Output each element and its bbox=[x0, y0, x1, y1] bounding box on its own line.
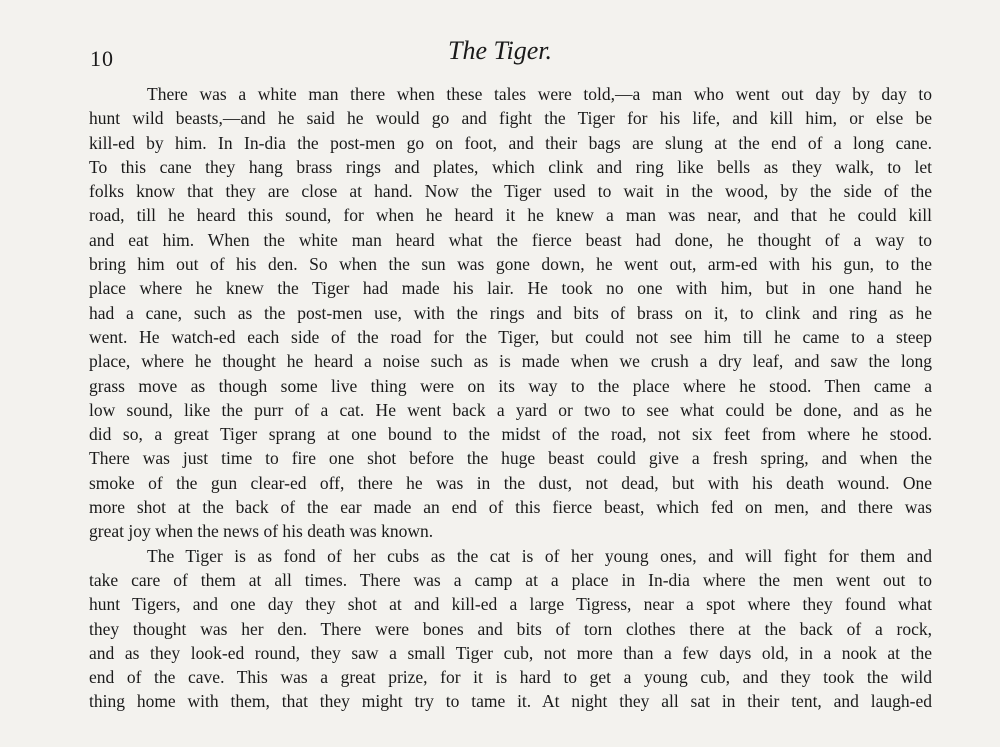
text-line: more shot at the back of the ear made an end of this fierce beast, which fed on men, and there was bbox=[89, 497, 932, 518]
text-line: grass move as though some live thing were on its way to the place where he stood. Then came a bbox=[89, 375, 932, 396]
text-line: and eat him. When the white man heard what the fierce beast had done, he thought of a way to bbox=[89, 229, 932, 250]
running-title: The Tiger. bbox=[447, 36, 553, 65]
text-line: folks know that they are close at hand. Now the Tiger used to wait in the wood, by the side of the bbox=[89, 181, 932, 202]
text-line: place where he knew the Tiger had made his lair. He took no one with him, but in one hand he bbox=[89, 278, 932, 299]
text-line: bring him out of his den. So when the sun was gone down, he went out, arm-ed with his gun, to the bbox=[89, 254, 932, 275]
text-line: road, till he heard this sound, for when he heard it he knew a man was near, and that he could kill bbox=[89, 205, 932, 226]
text-line: hunt Tigers, and one day they shot at and kill-ed a large Tigress, near a spot where they found what bbox=[89, 594, 932, 615]
text-line: went. He watch-ed each side of the road for the Tiger, but could not see him till he came to a steep bbox=[89, 326, 932, 347]
text-line: To this cane they hang brass rings and plates, which clink and ring like bells as they walk, to let bbox=[89, 156, 932, 177]
text-line: take care of them at all times. There was a camp at a place in In-dia where the men went out to bbox=[89, 569, 932, 590]
text-line: smoke of the gun clear-ed off, there he was in the dust, not dead, but with his death wound. One bbox=[89, 472, 932, 493]
text-line: did so, a great Tiger sprang at one bound to the midst of the road, not six feet from where he stood. bbox=[89, 424, 932, 445]
text-line: and as they look-ed round, they saw a small Tiger cub, not more than a few days old, in a nook at the bbox=[89, 642, 932, 663]
text-line: hunt wild beasts,—and he said he would go and fight the Tiger for his life, and kill him, or else be bbox=[89, 108, 932, 129]
text-line: thing home with them, that they might try to tame it. At night they all sat in their tent, and laugh-ed bbox=[89, 691, 932, 712]
text-line: end of the cave. This was a great prize, for it is hard to get a young cub, and they took the wild bbox=[89, 667, 932, 688]
text-line: kill-ed by him. In In-dia the post-men go on foot, and their bags are slung at the end of a long cane. bbox=[89, 132, 932, 153]
text-line: they thought was her den. There were bones and bits of torn clothes there at the back of a rock, bbox=[89, 618, 932, 639]
text-line: great joy when the news of his death was known. bbox=[89, 521, 434, 542]
text-line: place, where he thought he heard a noise such as is made when we crush a dry leaf, and saw the long bbox=[89, 351, 932, 372]
text-line: There was a white man there when these tales were told,—a man who went out day by day to bbox=[147, 84, 932, 104]
text-line: The Tiger is as fond of her cubs as the cat is of her young ones, and will fight for them and bbox=[147, 545, 932, 566]
text-line: There was just time to fire one shot before the huge beast could give a fresh spring, and when the bbox=[89, 448, 932, 469]
text-line: low sound, like the purr of a cat. He went back a yard or two to see what could be done, and as he bbox=[89, 399, 932, 420]
text-line: had a cane, such as the post-men use, with the rings and bits of brass on it, to clink and ring as he bbox=[89, 302, 932, 323]
page-number: 10 bbox=[90, 46, 114, 71]
body-text bbox=[89, 82, 932, 714]
